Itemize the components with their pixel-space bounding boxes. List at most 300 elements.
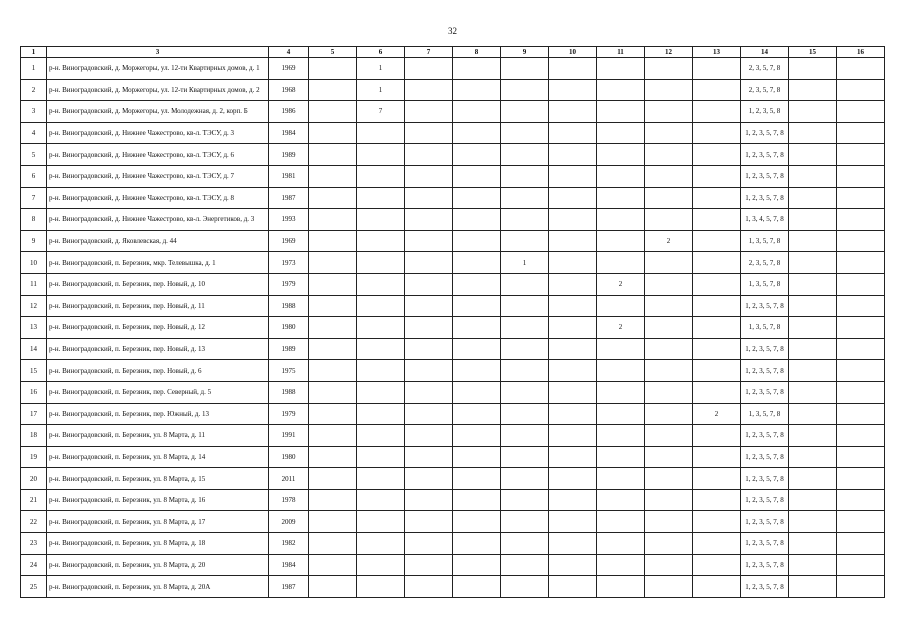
year-cell: 1975 <box>269 360 309 382</box>
address-cell: р-н. Виноградовский, д. Яковлевская, д. 44 <box>47 230 269 252</box>
value-cell-13 <box>693 381 741 403</box>
value-cell-7 <box>405 425 453 447</box>
value-cell-8 <box>453 446 501 468</box>
value-cell-5 <box>309 403 357 425</box>
value-cell-10 <box>549 338 597 360</box>
value-cell-8 <box>453 101 501 123</box>
table-row <box>21 533 885 555</box>
value-cell-9 <box>501 165 549 187</box>
value-cell-5 <box>309 122 357 144</box>
value-cell-8 <box>453 468 501 490</box>
value-cell-12 <box>645 79 693 101</box>
value-cell-14: 1, 2, 3, 5, 7, 8 <box>741 187 789 209</box>
value-cell-14: 1, 3, 5, 7, 8 <box>741 317 789 339</box>
year-cell: 1989 <box>269 338 309 360</box>
value-cell-11 <box>597 187 645 209</box>
year-cell: 1987 <box>269 576 309 598</box>
value-cell-9 <box>501 554 549 576</box>
value-cell-5 <box>309 273 357 295</box>
value-cell-14: 1, 3, 4, 5, 7, 8 <box>741 209 789 231</box>
table-row <box>21 252 885 274</box>
value-cell-15 <box>789 360 837 382</box>
value-cell-7 <box>405 317 453 339</box>
address-cell: р-н. Виноградовский, д. Нижнее Чажестрово, кв-л. Энергетиков, д. 3 <box>47 209 269 231</box>
value-cell-12 <box>645 101 693 123</box>
value-cell-9 <box>501 273 549 295</box>
value-cell-14: 1, 3, 5, 7, 8 <box>741 273 789 295</box>
value-cell-16 <box>837 230 885 252</box>
row-number-cell: 11 <box>21 273 47 295</box>
row-number-cell: 8 <box>21 209 47 231</box>
address-cell: р-н. Виноградовский, п. Березник, пер. Новый, д. 11 <box>47 295 269 317</box>
row-number-cell: 25 <box>21 576 47 598</box>
row-number-cell: 19 <box>21 446 47 468</box>
column-header-14: 14 <box>741 47 789 58</box>
value-cell-10 <box>549 446 597 468</box>
value-cell-15 <box>789 576 837 598</box>
address-cell: р-н. Виноградовский, п. Березник, ул. 8 Марта, д. 18 <box>47 533 269 555</box>
value-cell-5 <box>309 317 357 339</box>
value-cell-5 <box>309 165 357 187</box>
year-cell: 1984 <box>269 122 309 144</box>
value-cell-12 <box>645 122 693 144</box>
column-header-15: 15 <box>789 47 837 58</box>
value-cell-16 <box>837 403 885 425</box>
value-cell-6 <box>357 338 405 360</box>
value-cell-11 <box>597 122 645 144</box>
value-cell-12 <box>645 489 693 511</box>
table-body <box>21 58 885 598</box>
value-cell-12 <box>645 187 693 209</box>
value-cell-12 <box>645 273 693 295</box>
row-number-cell: 21 <box>21 489 47 511</box>
value-cell-16 <box>837 533 885 555</box>
value-cell-8 <box>453 533 501 555</box>
row-number-cell: 9 <box>21 230 47 252</box>
value-cell-15 <box>789 446 837 468</box>
value-cell-9 <box>501 295 549 317</box>
value-cell-7 <box>405 489 453 511</box>
value-cell-10 <box>549 468 597 490</box>
value-cell-11: 2 <box>597 273 645 295</box>
value-cell-16 <box>837 122 885 144</box>
column-header-12: 12 <box>645 47 693 58</box>
value-cell-5 <box>309 209 357 231</box>
value-cell-9 <box>501 58 549 80</box>
value-cell-10 <box>549 273 597 295</box>
value-cell-15 <box>789 554 837 576</box>
value-cell-13 <box>693 165 741 187</box>
value-cell-15 <box>789 317 837 339</box>
value-cell-16 <box>837 425 885 447</box>
value-cell-13 <box>693 317 741 339</box>
value-cell-13 <box>693 230 741 252</box>
value-cell-7 <box>405 165 453 187</box>
address-cell: р-н. Виноградовский, п. Березник, пер. Новый, д. 13 <box>47 338 269 360</box>
table-row <box>21 381 885 403</box>
value-cell-6 <box>357 295 405 317</box>
row-number-cell: 13 <box>21 317 47 339</box>
year-cell: 1988 <box>269 295 309 317</box>
year-cell: 1984 <box>269 554 309 576</box>
value-cell-12 <box>645 165 693 187</box>
table-row <box>21 273 885 295</box>
value-cell-6 <box>357 165 405 187</box>
value-cell-5 <box>309 79 357 101</box>
value-cell-15 <box>789 101 837 123</box>
value-cell-10 <box>549 165 597 187</box>
value-cell-5 <box>309 58 357 80</box>
value-cell-10 <box>549 58 597 80</box>
value-cell-13 <box>693 511 741 533</box>
value-cell-13 <box>693 209 741 231</box>
address-cell: р-н. Виноградовский, п. Березник, мкр. Телевышка, д. 1 <box>47 252 269 274</box>
value-cell-12 <box>645 446 693 468</box>
value-cell-13 <box>693 144 741 166</box>
value-cell-13 <box>693 58 741 80</box>
value-cell-5 <box>309 101 357 123</box>
value-cell-7 <box>405 511 453 533</box>
value-cell-5 <box>309 295 357 317</box>
table-row <box>21 338 885 360</box>
value-cell-12 <box>645 209 693 231</box>
value-cell-5 <box>309 187 357 209</box>
value-cell-12 <box>645 317 693 339</box>
column-header-3: 3 <box>47 47 269 58</box>
value-cell-14: 1, 2, 3, 5, 7, 8 <box>741 338 789 360</box>
table-row <box>21 58 885 80</box>
address-cell: р-н. Виноградовский, д. Моржегоры, ул. Молодежная, д. 2, корп. Б <box>47 101 269 123</box>
value-cell-12 <box>645 360 693 382</box>
value-cell-6: 1 <box>357 79 405 101</box>
value-cell-14: 1, 2, 3, 5, 7, 8 <box>741 295 789 317</box>
value-cell-11 <box>597 403 645 425</box>
value-cell-8 <box>453 122 501 144</box>
value-cell-14: 2, 3, 5, 7, 8 <box>741 79 789 101</box>
value-cell-8 <box>453 360 501 382</box>
value-cell-5 <box>309 360 357 382</box>
table-row <box>21 187 885 209</box>
value-cell-13: 2 <box>693 403 741 425</box>
value-cell-13 <box>693 101 741 123</box>
value-cell-5 <box>309 511 357 533</box>
value-cell-11 <box>597 425 645 447</box>
value-cell-12 <box>645 425 693 447</box>
year-cell: 1968 <box>269 79 309 101</box>
value-cell-11 <box>597 144 645 166</box>
column-header-4: 4 <box>269 47 309 58</box>
value-cell-9 <box>501 144 549 166</box>
table-row <box>21 489 885 511</box>
value-cell-16 <box>837 317 885 339</box>
value-cell-7 <box>405 273 453 295</box>
value-cell-14: 1, 2, 3, 5, 7, 8 <box>741 165 789 187</box>
column-header-11: 11 <box>597 47 645 58</box>
value-cell-9 <box>501 446 549 468</box>
year-cell: 1969 <box>269 58 309 80</box>
value-cell-12 <box>645 252 693 274</box>
row-number-cell: 2 <box>21 79 47 101</box>
address-cell: р-н. Виноградовский, п. Березник, ул. 8 Марта, д. 15 <box>47 468 269 490</box>
value-cell-8 <box>453 209 501 231</box>
value-cell-15 <box>789 489 837 511</box>
value-cell-11 <box>597 295 645 317</box>
value-cell-5 <box>309 144 357 166</box>
value-cell-16 <box>837 468 885 490</box>
address-cell: р-н. Виноградовский, д. Моржегоры, ул. 12-ти Квартирных домов, д. 2 <box>47 79 269 101</box>
value-cell-7 <box>405 209 453 231</box>
table-row <box>21 468 885 490</box>
year-cell: 1980 <box>269 317 309 339</box>
value-cell-13 <box>693 273 741 295</box>
value-cell-14: 1, 2, 3, 5, 7, 8 <box>741 468 789 490</box>
value-cell-14: 1, 2, 3, 5, 7, 8 <box>741 381 789 403</box>
value-cell-9 <box>501 533 549 555</box>
value-cell-15 <box>789 533 837 555</box>
value-cell-16 <box>837 101 885 123</box>
value-cell-8 <box>453 576 501 598</box>
address-cell: р-н. Виноградовский, п. Березник, ул. 8 Марта, д. 20 <box>47 554 269 576</box>
row-number-cell: 6 <box>21 165 47 187</box>
value-cell-7 <box>405 295 453 317</box>
table-row <box>21 144 885 166</box>
value-cell-16 <box>837 58 885 80</box>
value-cell-10 <box>549 295 597 317</box>
row-number-cell: 4 <box>21 122 47 144</box>
value-cell-16 <box>837 381 885 403</box>
value-cell-8 <box>453 403 501 425</box>
value-cell-13 <box>693 79 741 101</box>
value-cell-10 <box>549 122 597 144</box>
value-cell-15 <box>789 425 837 447</box>
table-header <box>21 47 885 58</box>
value-cell-16 <box>837 360 885 382</box>
year-cell: 1979 <box>269 273 309 295</box>
page-number: 32 <box>448 26 457 36</box>
address-cell: р-н. Виноградовский, п. Березник, пер. Новый, д. 10 <box>47 273 269 295</box>
value-cell-9 <box>501 381 549 403</box>
value-cell-10 <box>549 144 597 166</box>
value-cell-9 <box>501 317 549 339</box>
value-cell-12 <box>645 403 693 425</box>
row-number-cell: 18 <box>21 425 47 447</box>
row-number-cell: 14 <box>21 338 47 360</box>
value-cell-12 <box>645 338 693 360</box>
value-cell-6 <box>357 209 405 231</box>
value-cell-5 <box>309 489 357 511</box>
value-cell-16 <box>837 252 885 274</box>
value-cell-11 <box>597 554 645 576</box>
year-cell: 1991 <box>269 425 309 447</box>
row-number-cell: 5 <box>21 144 47 166</box>
value-cell-11 <box>597 360 645 382</box>
row-number-cell: 10 <box>21 252 47 274</box>
value-cell-13 <box>693 360 741 382</box>
address-cell: р-н. Виноградовский, п. Березник, пер. Южный, д. 13 <box>47 403 269 425</box>
value-cell-6 <box>357 360 405 382</box>
value-cell-10 <box>549 381 597 403</box>
value-cell-5 <box>309 338 357 360</box>
row-number-cell: 16 <box>21 381 47 403</box>
value-cell-10 <box>549 576 597 598</box>
value-cell-6: 1 <box>357 58 405 80</box>
value-cell-15 <box>789 403 837 425</box>
year-cell: 1980 <box>269 446 309 468</box>
value-cell-12 <box>645 144 693 166</box>
value-cell-9 <box>501 101 549 123</box>
value-cell-8 <box>453 381 501 403</box>
value-cell-11 <box>597 511 645 533</box>
value-cell-16 <box>837 187 885 209</box>
value-cell-13 <box>693 533 741 555</box>
value-cell-8 <box>453 165 501 187</box>
column-header-9: 9 <box>501 47 549 58</box>
value-cell-7 <box>405 338 453 360</box>
value-cell-16 <box>837 295 885 317</box>
value-cell-7 <box>405 360 453 382</box>
column-header-1: 1 <box>21 47 47 58</box>
value-cell-10 <box>549 209 597 231</box>
address-cell: р-н. Виноградовский, п. Березник, ул. 8 Марта, д. 17 <box>47 511 269 533</box>
value-cell-9 <box>501 489 549 511</box>
value-cell-7 <box>405 230 453 252</box>
value-cell-12 <box>645 468 693 490</box>
value-cell-11 <box>597 338 645 360</box>
value-cell-12 <box>645 381 693 403</box>
value-cell-6 <box>357 144 405 166</box>
value-cell-14: 1, 2, 3, 5, 7, 8 <box>741 489 789 511</box>
value-cell-13 <box>693 122 741 144</box>
column-header-16: 16 <box>837 47 885 58</box>
value-cell-15 <box>789 144 837 166</box>
address-cell: р-н. Виноградовский, п. Березник, пер. Новый, д. 12 <box>47 317 269 339</box>
value-cell-11 <box>597 468 645 490</box>
table-row <box>21 101 885 123</box>
value-cell-14: 1, 2, 3, 5, 7, 8 <box>741 360 789 382</box>
value-cell-16 <box>837 144 885 166</box>
year-cell: 1979 <box>269 403 309 425</box>
value-cell-15 <box>789 468 837 490</box>
value-cell-6 <box>357 122 405 144</box>
value-cell-8 <box>453 252 501 274</box>
value-cell-16 <box>837 576 885 598</box>
value-cell-15 <box>789 122 837 144</box>
address-cell: р-н. Виноградовский, д. Нижнее Чажестрово, кв-л. ТЭСУ, д. 7 <box>47 165 269 187</box>
value-cell-11 <box>597 101 645 123</box>
year-cell: 1973 <box>269 252 309 274</box>
value-cell-7 <box>405 252 453 274</box>
value-cell-16 <box>837 446 885 468</box>
value-cell-14: 1, 2, 3, 5, 7, 8 <box>741 122 789 144</box>
value-cell-14: 1, 2, 3, 5, 7, 8 <box>741 533 789 555</box>
value-cell-6 <box>357 554 405 576</box>
table-row <box>21 230 885 252</box>
value-cell-11 <box>597 446 645 468</box>
address-cell: р-н. Виноградовский, д. Нижнее Чажестрово, кв-л. ТЭСУ, д. 6 <box>47 144 269 166</box>
value-cell-16 <box>837 489 885 511</box>
value-cell-12 <box>645 511 693 533</box>
year-cell: 1987 <box>269 187 309 209</box>
value-cell-15 <box>789 381 837 403</box>
address-cell: р-н. Виноградовский, п. Березник, пер. Северный, д. 5 <box>47 381 269 403</box>
value-cell-15 <box>789 511 837 533</box>
value-cell-6 <box>357 403 405 425</box>
value-cell-7 <box>405 58 453 80</box>
value-cell-14: 2, 3, 5, 7, 8 <box>741 252 789 274</box>
value-cell-12 <box>645 554 693 576</box>
address-cell: р-н. Виноградовский, д. Моржегоры, ул. 12-ти Квартирных домов, д. 1 <box>47 58 269 80</box>
year-cell: 1993 <box>269 209 309 231</box>
value-cell-10 <box>549 317 597 339</box>
value-cell-7 <box>405 533 453 555</box>
value-cell-14: 1, 2, 3, 5, 7, 8 <box>741 446 789 468</box>
value-cell-14: 1, 3, 5, 7, 8 <box>741 230 789 252</box>
value-cell-12 <box>645 576 693 598</box>
value-cell-9 <box>501 425 549 447</box>
value-cell-10 <box>549 79 597 101</box>
value-cell-13 <box>693 252 741 274</box>
year-cell: 1989 <box>269 144 309 166</box>
row-number-cell: 7 <box>21 187 47 209</box>
value-cell-11 <box>597 533 645 555</box>
value-cell-11 <box>597 79 645 101</box>
value-cell-15 <box>789 209 837 231</box>
value-cell-9 <box>501 403 549 425</box>
value-cell-11 <box>597 165 645 187</box>
value-cell-15 <box>789 165 837 187</box>
value-cell-14: 1, 2, 3, 5, 7, 8 <box>741 425 789 447</box>
value-cell-9 <box>501 79 549 101</box>
row-number-cell: 22 <box>21 511 47 533</box>
value-cell-6 <box>357 446 405 468</box>
value-cell-8 <box>453 79 501 101</box>
value-cell-13 <box>693 576 741 598</box>
value-cell-16 <box>837 511 885 533</box>
table-row <box>21 511 885 533</box>
year-cell: 2009 <box>269 511 309 533</box>
year-cell: 1986 <box>269 101 309 123</box>
column-header-10: 10 <box>549 47 597 58</box>
value-cell-9 <box>501 468 549 490</box>
value-cell-8 <box>453 317 501 339</box>
value-cell-9 <box>501 511 549 533</box>
column-header-8: 8 <box>453 47 501 58</box>
table-row <box>21 446 885 468</box>
row-number-cell: 15 <box>21 360 47 382</box>
value-cell-14: 1, 2, 3, 5, 7, 8 <box>741 576 789 598</box>
value-cell-8 <box>453 187 501 209</box>
year-cell: 1978 <box>269 489 309 511</box>
year-cell: 1981 <box>269 165 309 187</box>
value-cell-11 <box>597 230 645 252</box>
value-cell-14: 1, 2, 3, 5, 7, 8 <box>741 554 789 576</box>
value-cell-10 <box>549 511 597 533</box>
value-cell-15 <box>789 230 837 252</box>
value-cell-14: 1, 3, 5, 7, 8 <box>741 403 789 425</box>
value-cell-6 <box>357 425 405 447</box>
value-cell-8 <box>453 554 501 576</box>
value-cell-7 <box>405 576 453 598</box>
value-cell-13 <box>693 489 741 511</box>
value-cell-9 <box>501 122 549 144</box>
value-cell-7 <box>405 468 453 490</box>
value-cell-10 <box>549 403 597 425</box>
value-cell-12 <box>645 295 693 317</box>
value-cell-8 <box>453 425 501 447</box>
value-cell-11 <box>597 58 645 80</box>
value-cell-11 <box>597 209 645 231</box>
value-cell-5 <box>309 252 357 274</box>
